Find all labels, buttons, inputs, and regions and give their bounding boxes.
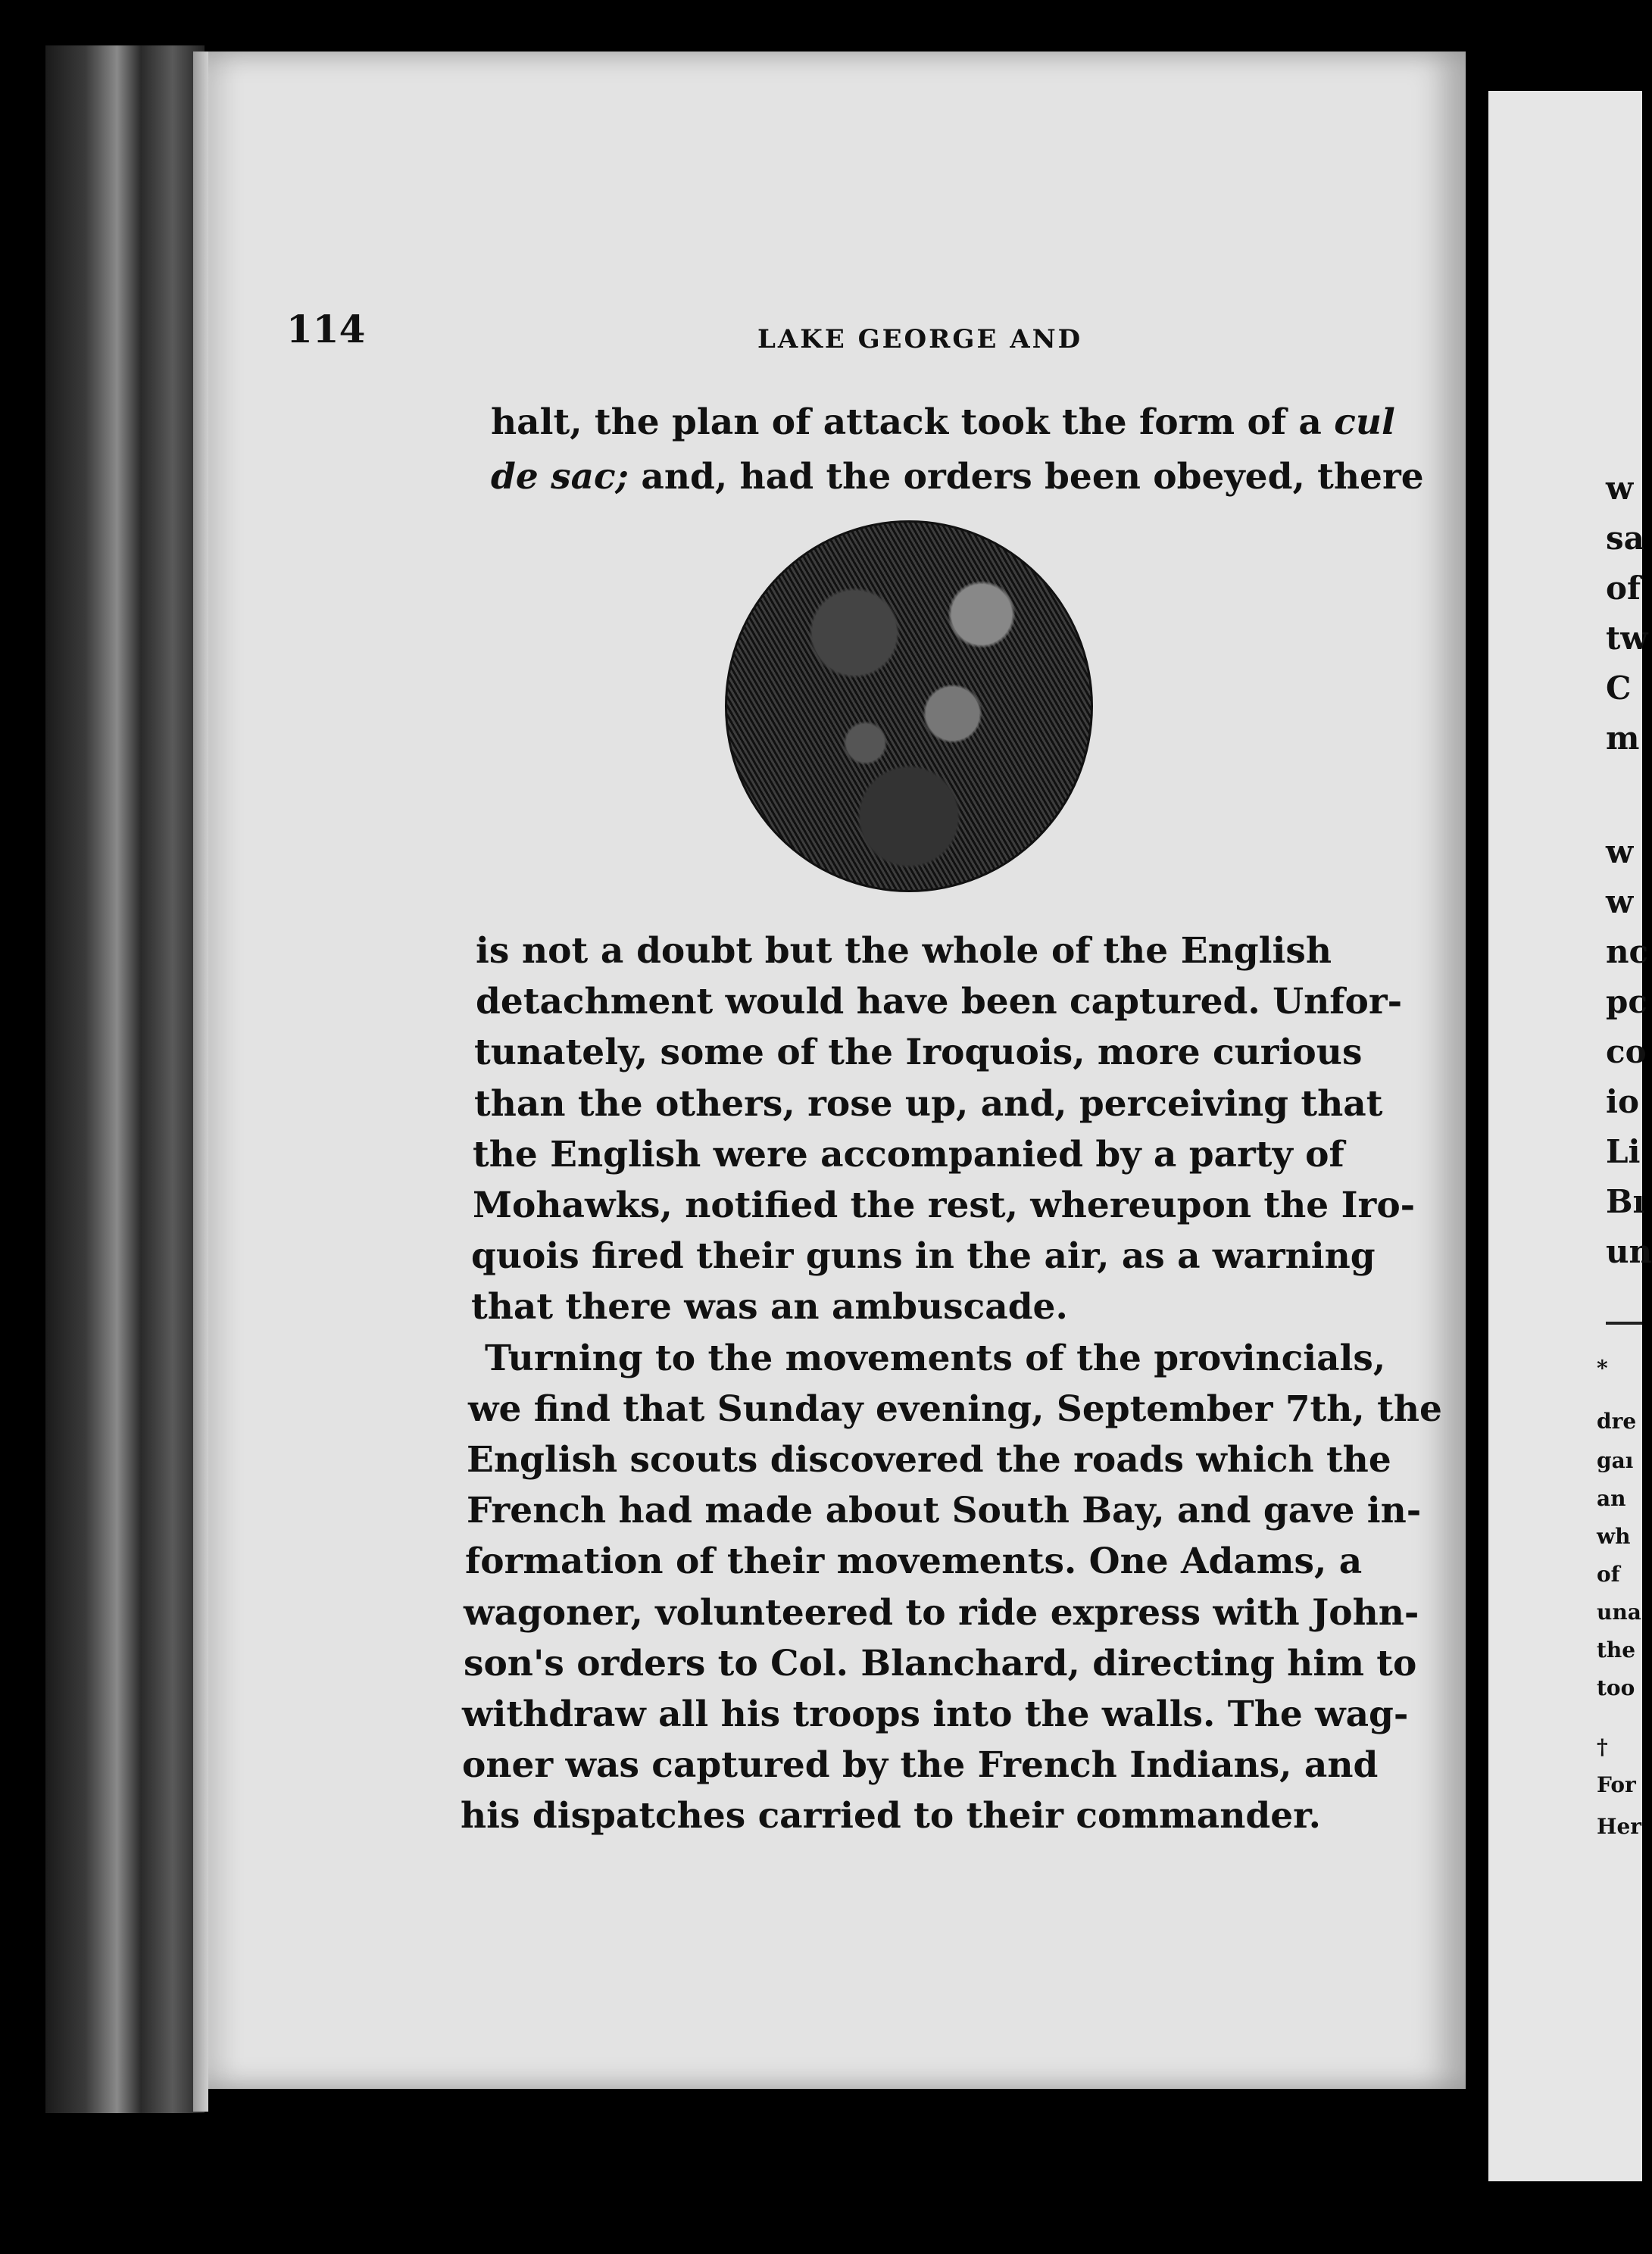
next-page-footnote: For — [1597, 1772, 1636, 1797]
next-page-text: nc — [1606, 933, 1649, 970]
text-line: the English were accompanied by a party of — [473, 1133, 1344, 1175]
circular-engraving-icon — [727, 523, 1091, 890]
text-line: son's orders to Col. Blanchard, directing him to — [464, 1642, 1417, 1684]
next-page-text: w — [1606, 833, 1634, 870]
next-page-text: w — [1606, 883, 1634, 920]
running-head: LAKE GEORGE AND — [757, 324, 1083, 354]
text-line: Mohawks, notified the rest, whereupon the Iro- — [473, 1185, 1416, 1226]
next-page-footnote: † — [1597, 1734, 1608, 1759]
page-number: 114 — [286, 307, 366, 351]
text-line: quois fired their guns in the air, as a warning — [471, 1235, 1376, 1278]
text-line: de sac; and, had the orders been obeyed, there — [491, 456, 1424, 498]
text-line: is not a doubt but the whole of the English — [476, 930, 1332, 972]
next-page-text: Bı — [1606, 1183, 1645, 1220]
next-page-footnote: an — [1597, 1486, 1626, 1511]
next-page-text: Li — [1606, 1133, 1641, 1170]
gutter — [1466, 76, 1488, 2121]
text-line: detachment would have been captured. Unfor- — [476, 981, 1403, 1023]
text-line: English scouts discovered the roads which the — [467, 1439, 1391, 1481]
text-line: Turning to the movements of the provincials, — [485, 1337, 1386, 1379]
next-page-footnote: of — [1597, 1562, 1620, 1587]
next-page-text: w — [1606, 470, 1634, 507]
text-line: halt, the plan of attack took the form of a cul — [491, 401, 1395, 443]
next-page-text: un — [1606, 1233, 1652, 1270]
next-page-footnote: gaı — [1597, 1448, 1634, 1473]
text-line: oner was captured by the French Indians, and — [462, 1744, 1379, 1787]
book-spine — [45, 45, 205, 2113]
next-page-fragment — [1488, 91, 1652, 2181]
next-page-footnote: dre — [1597, 1409, 1637, 1434]
text-line: we find that Sunday evening, September 7th, the — [468, 1388, 1442, 1430]
next-page-text: co — [1606, 1033, 1647, 1070]
italic-text: cul — [1334, 401, 1395, 443]
next-page-footnote: wh — [1597, 1524, 1631, 1549]
text-line: than the others, rose up, and, perceiving that — [474, 1082, 1383, 1125]
text-line: French had made about South Bay, and gave in- — [467, 1490, 1422, 1532]
next-page-footnote: una — [1597, 1600, 1641, 1625]
text-line: that there was an ambuscade. — [471, 1286, 1068, 1328]
italic-text: de sac; — [491, 456, 629, 498]
text-line: tunately, some of the Iroquois, more curious — [474, 1032, 1363, 1074]
text-line: his dispatches carried to their commander. — [461, 1795, 1321, 1837]
next-page-text: io — [1606, 1083, 1639, 1120]
next-page-footnote: * — [1597, 1356, 1608, 1381]
next-page-text: tw — [1606, 620, 1648, 657]
next-page-footnote: the — [1597, 1637, 1636, 1662]
next-page-text: pc — [1606, 983, 1647, 1020]
next-page-text: of — [1606, 570, 1641, 607]
next-page-text: m — [1606, 720, 1640, 757]
text-line: formation of their movements. One Adams, a — [465, 1541, 1363, 1583]
next-page-footnote: Her — [1597, 1814, 1642, 1839]
text-line: withdraw all his troops into the walls. The wag- — [462, 1694, 1409, 1735]
next-page-text: C — [1606, 670, 1632, 707]
footnote-rule — [1606, 1322, 1642, 1325]
text-line: wagoner, volunteered to ride express with John- — [464, 1591, 1419, 1634]
page-edge — [193, 52, 208, 2112]
next-page-text: sa — [1606, 520, 1644, 557]
next-page-footnote: too — [1597, 1675, 1635, 1700]
